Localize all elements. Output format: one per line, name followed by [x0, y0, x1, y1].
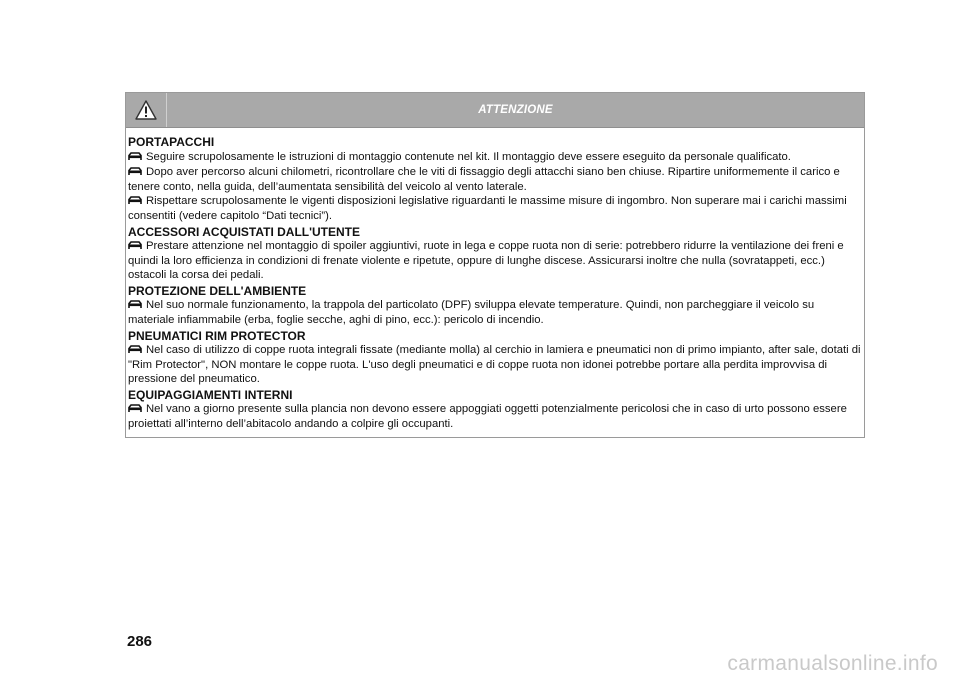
- paragraph: [128, 239, 862, 283]
- section-title-equipaggiamenti: EQUIPAGGIAMENTI INTERNI: [128, 387, 293, 402]
- car-bullet-icon: [128, 240, 142, 254]
- car-bullet-icon: [128, 166, 142, 180]
- warning-body: [126, 128, 864, 437]
- section-title-accessori: ACCESSORI ACQUISTATI DALL'UTENTE: [128, 224, 360, 239]
- paragraph: [128, 150, 862, 165]
- car-bullet-icon: [128, 344, 142, 358]
- warning-icon-cell: [126, 93, 167, 127]
- car-bullet-icon: [128, 151, 142, 165]
- paragraph-text: Rispettare scrupolosamente le vigenti disposizioni legislative riguardanti le massime misure di ingombro. Non superare mai i carichi massimi consentiti (vedere capitolo “Dati tecnici”).: [128, 195, 847, 223]
- paragraph-text: Prestare attenzione nel montaggio di spoiler aggiuntivi, ruote in lega e coppe ruota non di serie: potrebbero ridurre la ventilazione dei freni e quindi la loro efficienza in condizioni di frenate violente e ripetute, oppure di lunghe discese. Assicurarsi inoltre che nulla (sovratappeti, ecc.) ostacoli la corsa dei pedali.: [128, 240, 844, 282]
- watermark: carmanualsonline.info: [727, 652, 938, 675]
- paragraph-text: Nel vano a giorno presente sulla plancia non devono essere appoggiati oggetti potenzialmente pericolosi che in caso di urto possono essere proiettati all’interno dell’abitacolo andando a colpire gli occupanti.: [128, 403, 847, 431]
- section-title-protezione-ambiente: PROTEZIONE DELL'AMBIENTE: [128, 283, 307, 298]
- paragraph-text: Nel caso di utilizzo di coppe ruota integrali fissate (mediante molla) al cerchio in lamiera e pneumatici non di primo impianto, after sale, dotati di "Rim Protector", NON montare le coppe ruota. L'uso degli pneumatici e di coppe ruota non idonei potrebbe portare alla perdita improvvisa di pressione del pneumatico.: [128, 344, 861, 386]
- paragraph-text: Dopo aver percorso alcuni chilometri, ricontrollare che le viti di fissaggio degli attacchi siano ben chiuse. Ripartire uniformemente il carico e tenere conto, nella guida, dell’aumentata sensibilità del veicolo al vento laterale.: [128, 165, 840, 193]
- paragraph: [128, 194, 862, 223]
- car-bullet-icon: [128, 403, 142, 417]
- car-bullet-icon: [128, 299, 142, 313]
- warning-triangle-icon: [135, 100, 157, 120]
- warning-header: [126, 93, 864, 128]
- paragraph-text: Nel suo normale funzionamento, la trappola del particolato (DPF) sviluppa elevate temperature. Quindi, non parcheggiare il veicolo su materiale infiammabile (erba, foglie secche, aghi di pino, ecc.): pericolo di incendio.: [128, 299, 815, 327]
- paragraph: [128, 298, 862, 327]
- car-bullet-icon: [128, 195, 142, 209]
- paragraph: [128, 165, 862, 194]
- paragraph: [128, 343, 862, 387]
- page-number: 286: [127, 633, 153, 650]
- section-title-pneumatici: PNEUMATICI RIM PROTECTOR: [128, 328, 306, 343]
- paragraph: [128, 402, 862, 431]
- section-title-portapacchi: PORTAPACCHI: [128, 135, 215, 149]
- warning-title: ATTENZIONE: [478, 104, 553, 116]
- paragraph-text: Seguire scrupolosamente le istruzioni di montaggio contenute nel kit. Il montaggio deve essere eseguito da personale qualificato.: [146, 150, 791, 163]
- warning-box: [125, 92, 865, 438]
